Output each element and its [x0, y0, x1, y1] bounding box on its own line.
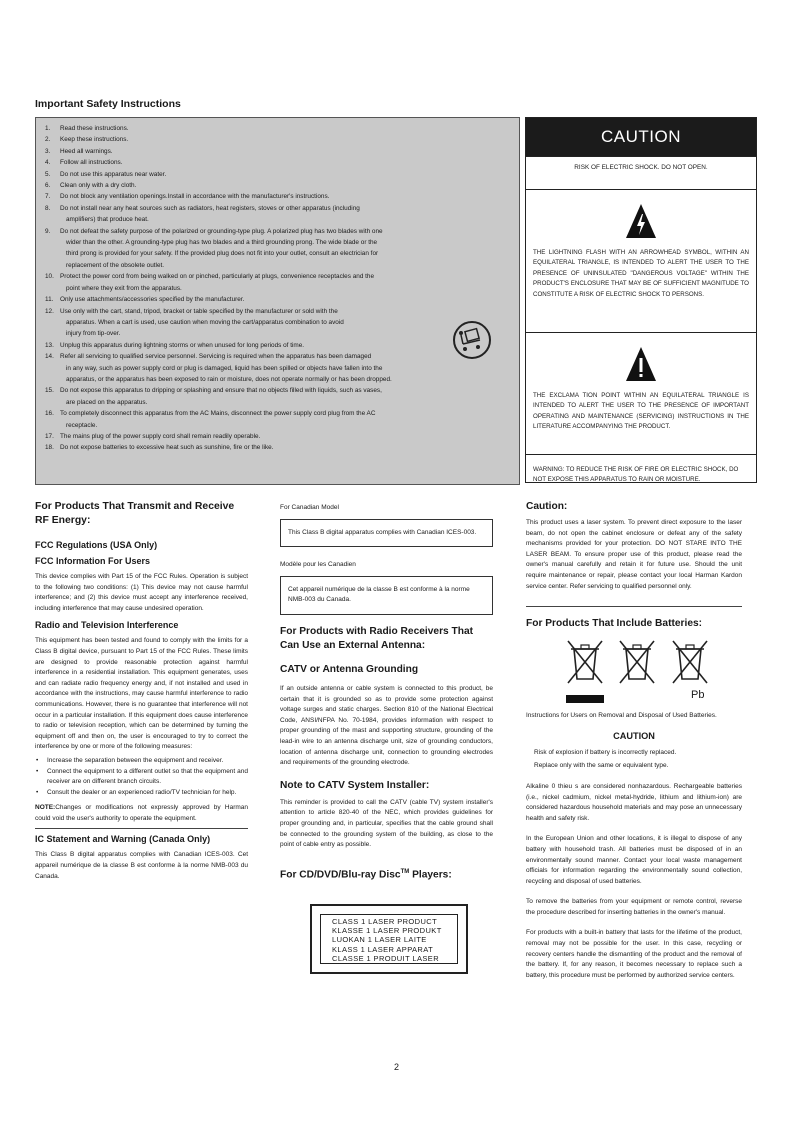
page-number: 2 — [393, 1062, 399, 1072]
ic-text: This Class B digital apparatus complies with Canadian ICES-003. Cet appareil numérique de la classe B est conforme à la norme NMB-003 du Canada. — [35, 851, 248, 880]
list-item: • Increase the separation between the equipment and receiver. — [35, 756, 248, 767]
batteries-heading: For Products That Include Batteries: — [526, 618, 703, 630]
safety-item: receptacle. — [66, 421, 98, 429]
note-label: NOTE: — [35, 804, 56, 812]
shock-warning: RISK OF ELECTRIC SHOCK. DO NOT OPEN. — [526, 156, 756, 189]
safety-item: 7. Do not block any ventilation openings.Install in accordance with the manufacturer's instructions. — [45, 193, 330, 201]
catv-heading: CATV or Antenna Grounding — [280, 663, 419, 675]
canadian-statement-box: This Class B digital apparatus complies with Canadian ICES-003. — [280, 519, 493, 548]
safety-item: third prong is provided for your safety. If the provided plug does not fit into your outlet, consult an electrician for — [66, 250, 379, 258]
safety-item: 11. Only use attachments/accessories specified by the manufacturer. — [45, 296, 245, 304]
safety-item: wider than the other. A grounding-type plug has two blades and a third grounding prong. The wide blade or the — [66, 239, 378, 247]
eu-text: In the European Union and other locations, it is illegal to dispose of any battery with household trash. All batteries must be disposed of in an environmentally sound manner. Contact your local waste management officials for information regarding the environmentally sound collection, recycling and disposal of used batteries. — [526, 835, 742, 885]
caution-panel — [525, 117, 757, 483]
right-column — [526, 500, 742, 981]
explosion-line: Replace only with the same or equivalent type. — [534, 762, 669, 770]
page-title: Important Safety Instructions — [35, 98, 181, 110]
builtin-text: For products with a built-in battery that lasts for the lifetime of the product, removal may not be possible for the user. In this case, recycling or recovery centers handle the dismantling of the product and the removal of the battery. If, for any reason, it becomes necessary to replace such a battery, this procedure must be performed by authorized service centers. — [526, 929, 742, 979]
list-item: • Consult the dealer or an experienced radio/TV technician for help. — [35, 788, 248, 799]
safety-item: 17. The mains plug of the power supply cord shall remain readily operable. — [45, 432, 261, 440]
safety-item: 5. Do not use this apparatus near water. — [45, 170, 167, 178]
canadien-statement-box: Cet appareil numérique de la classe B est conforme à la norme NMB-003 du Canada. — [280, 576, 493, 615]
list-item: • Connect the equipment to a different outlet so that the equipment and receiver are on different branch circuits. — [35, 767, 248, 788]
safety-item: 13. Unplug this apparatus during lightning storms or when unused for long periods of time. — [45, 341, 305, 349]
fcc-info-heading: FCC Information For Users — [35, 556, 151, 566]
safety-list — [36, 118, 519, 454]
safety-item: 10. Protect the power cord from being walked on or pinched, particularly at plugs, convenience receptacles and the — [45, 273, 375, 281]
weee-icons — [566, 639, 742, 703]
safety-item: 2. Keep these instructions. — [45, 136, 129, 144]
canadian-model-label: For Canadian Model — [280, 504, 339, 511]
divider — [35, 828, 248, 829]
remove-text: To remove the batteries from your equipment or remote control, reverse the procedure described for inserting batteries in the owner's manual. — [526, 898, 742, 916]
safety-item: 4. Follow all instructions. — [45, 159, 123, 167]
caution-title: CAUTION — [526, 118, 756, 156]
safety-item: are placed on the apparatus. — [66, 398, 148, 406]
laser-line: KLASS 1 LASER APPARAT — [332, 944, 434, 954]
pb-label: Pb — [691, 689, 705, 702]
lightning-text: THE LIGHTNING FLASH WITH AN ARROWHEAD SYMBOL, WITHIN AN EQUILATERAL TRIANGLE, IS INTENDED TO ALERT THE USER TO THE PRESENCE OF UNINSULATED "DANGEROUS VOLTAGE" WITHIN THE PRODUCT'S ENCLOSURE THAT MAY BE OF SUFFICIENT MAGNITUDE TO CONSTITUTE A RISK OF ELECTRIC SHOCK TO PERSONS. — [533, 249, 749, 298]
safety-item: 12. Use only with the cart, stand, tripod, bracket or table specified by the manufacturer or sold with the — [45, 307, 338, 315]
safety-item: 9. Do not defeat the safety purpose of the polarized or grounding-type plug. A polarized plug has two blades with one — [45, 227, 383, 235]
crossed-bin-icon — [566, 639, 604, 685]
exclamation-warning-icon — [626, 347, 656, 381]
safety-item: point where they exit from the apparatus. — [66, 284, 182, 292]
safety-item: 8. Do not install near any heat sources such as radiators, heat registers, stoves or other apparatus (including — [45, 204, 360, 212]
safety-item: 16. To completely disconnect this apparatus from the AC Mains, disconnect the power supply cord plug from the AC — [45, 410, 376, 418]
safety-item: replacement of the obsolete outlet. — [66, 261, 165, 269]
radio-tv-heading: Radio and Television Interference — [35, 620, 179, 631]
canadien-model-label: Modèle pour les Canadien — [280, 561, 356, 569]
explosion-line: Risk of explosion if battery is incorrectly replaced. — [534, 748, 677, 756]
radio-receivers-heading: For Products with Radio Receivers That Can Use an External Antenna: — [280, 625, 474, 651]
safety-item: amplifiers) that produce heat. — [66, 216, 149, 224]
safety-item: apparatus. When a cart is used, use caution when moving the cart/apparatus combination to avoid — [66, 318, 344, 326]
disposal-text: Instructions for Users on Removal and Disposal of Used Batteries. — [526, 712, 717, 720]
exclamation-section — [526, 332, 756, 454]
safety-instructions-box — [35, 117, 520, 485]
safety-item: apparatus, or the apparatus has been exposed to rain or moisture, does not operate normally or has been dropped. — [66, 375, 392, 383]
safety-item: 3. Heed all warnings. — [45, 147, 113, 155]
laser-line: CLASS 1 LASER PRODUCT — [332, 917, 438, 927]
crossed-bin-icon — [671, 639, 709, 685]
safety-item: 6. Clean only with a dry cloth. — [45, 182, 137, 190]
left-column — [35, 500, 248, 882]
disc-players-heading: For CD/DVD/Blu-ray Disc™ Players: — [280, 868, 452, 881]
installer-heading: Note to CATV System Installer: — [280, 779, 430, 791]
caution-heading: Caution: — [526, 501, 568, 512]
safety-item: 14. Refer all servicing to qualified service personnel. Servicing is required when the apparatus has been damaged — [45, 353, 372, 361]
safety-item: 1. Read these instructions. — [45, 125, 129, 132]
ic-heading: IC Statement and Warning (Canada Only) — [35, 834, 211, 845]
radio-tv-text: This equipment has been tested and found to comply with the limits for a Class B digital device, pursuant to Part 15 of the FCC Rules. These limits are designed to provide reasonable protection against harmful interference in a residential installation. This equipment generates, uses and can radiate radio frequency energy and, if not installed and used in accordance with the instructions, may cause harmful interference to radio communications. However, there is no guarantee that interference will not occur in a particular installation. If this equipment does cause interference to radio or television reception, which can be determined by turning the equipment off and then on, the user is encouraged to try to correct the interference by one or more of the following measures: — [35, 637, 248, 751]
safety-item: 15. Do not expose this apparatus to dripping or splashing and ensure that no objects filled with liquids, such as vases, — [45, 387, 382, 395]
safety-item: injury from tip-over. — [66, 330, 121, 338]
laser-line: CLASSE 1 PRODUIT LASER — [332, 953, 440, 963]
laser-line: LUOKAN 1 LASER LAITE — [332, 935, 427, 945]
exclamation-text: THE EXCLAMA TION POINT WITHIN AN EQUILATERAL TRIANGLE IS INTENDED TO ALERT THE USER TO THE PRESENCE OF IMPORTANT OPERATING AND MAINTENANCE (SERVICING) INSTRUCTIONS IN THE LITERATURE ACCOMPANYING THE PRODUCT. — [533, 392, 749, 431]
cart-tip-over-icon — [452, 320, 492, 360]
divider — [526, 606, 742, 607]
laser-line: KLASSE 1 LASER PRODUKT — [332, 926, 442, 936]
rf-heading: For Products That Transmit and Receive RF Energy: — [35, 501, 235, 526]
weee-bar — [566, 695, 604, 703]
installer-text: This reminder is provided to call the CATV (cable TV) system installer's attention to article 820-40 of the NEC, which provides guidelines for proper grounding and, in particular, specifies that the cable ground shall be connected to the grounding system of the building, as close to the point of cable entry as possible. — [280, 798, 493, 849]
safety-item: in any way, such as power supply cord or plug is damaged, liquid has been spilled or objects have fallen into the — [66, 364, 383, 372]
fcc-regulations-heading: FCC Regulations (USA Only) — [35, 540, 158, 550]
alkaline-text: Alkaline 0 thieu s are considered nonhazardous. Rechargeable batteries (i.e., nickel cadmium, nickel metal-hydride, lithium and lithium-ion) are considered hazardous household materials and may pose an unnecessary health and safety risk. — [526, 782, 742, 822]
crossed-bin-icon — [618, 639, 656, 685]
note-text: Changes or modifications not expressly approved by Harman could void the user's authority to operate the equipment. — [35, 804, 248, 822]
laser-label-text — [320, 914, 458, 964]
laser-label — [310, 904, 468, 974]
lightning-warning-icon — [626, 204, 656, 238]
interference-measures — [35, 756, 248, 798]
caution2-heading: CAUTION — [613, 730, 655, 741]
middle-column — [280, 503, 493, 974]
caution-text: This product uses a laser system. To prevent direct exposure to the laser beam, do not open the cabinet enclosure or defeat any of the safety mechanisms provided for your protection. DO NOT STARE INTO THE LASER BEAM. To ensure proper use of this product, please read the owner's manual carefully and retain it for future use. Should the unit require maintenance or repair, please contact your local Harman Kardon service center. Refer servicing to qualified personnel only. — [526, 519, 742, 590]
catv-text: If an outside antenna or cable system is connected to this product, be certain that it is grounded so as to provide some protection against voltage surges and static charges. Section 810 of the National Electrical Code, ANSI/NFPA No. 70-1984, provides information with respect to proper grounding of the mast and supporting structure, grounding of the lead-in wire to an antenna discharge unit, size of grounding conductors, location of antenna discharge unit, connection to grounding electrodes and requirements of the grounding electrode. — [280, 684, 493, 767]
warning-text: WARNING: TO REDUCE THE RISK OF FIRE OR ELECTRIC SHOCK, DO NOT EXPOSE THIS APPARATUS TO RAIN OR MOISTURE. — [526, 454, 756, 490]
note — [35, 803, 248, 824]
fcc-info-text: This device complies with Part 15 of the FCC Rules. Operation is subject to the following two conditions: (1) This device may not cause harmful interference; and (2) this device must accept any interference received, including interference that may cause undesired operation. — [35, 573, 248, 612]
safety-item: 18. Do not expose batteries to excessive heat such as sunshine, fire or the like. — [45, 444, 274, 452]
lightning-section — [526, 189, 756, 332]
